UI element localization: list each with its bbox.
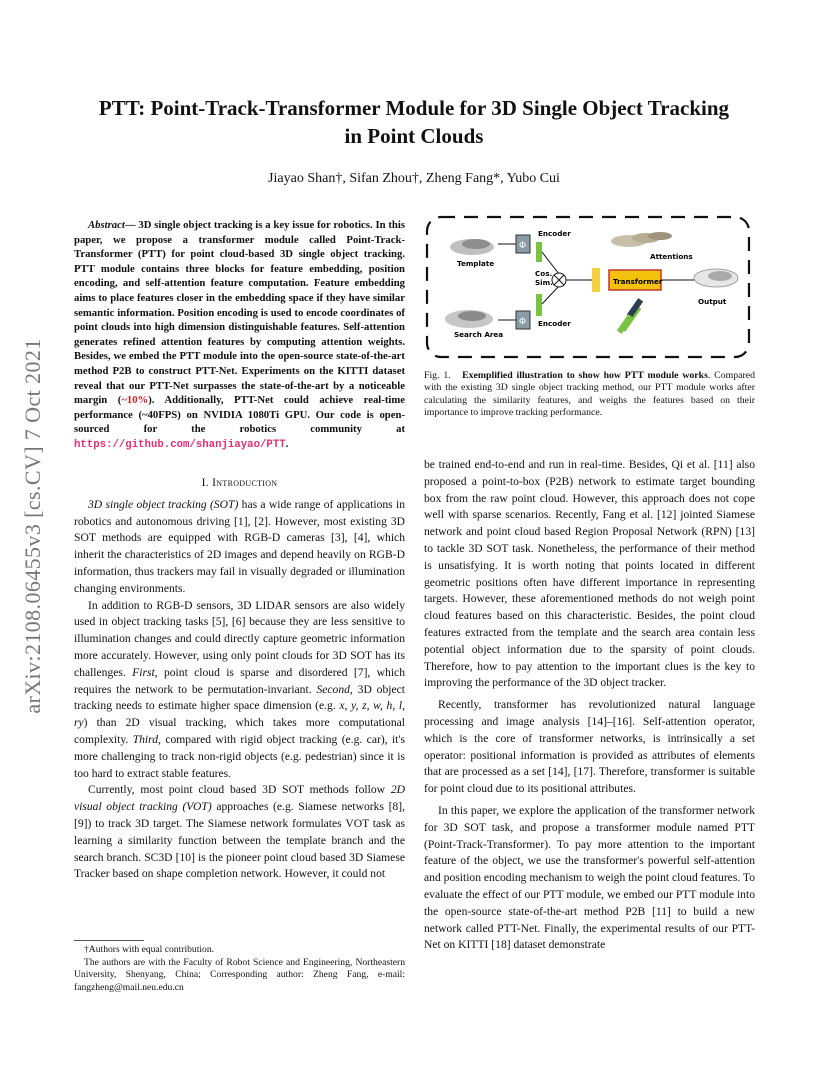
figure-caption <box>424 370 755 420</box>
encoder-bottom-label: Encoder <box>538 319 571 328</box>
intro-p2-d: ) than 2D visual tracking, which takes more computational complexity. <box>74 716 405 746</box>
intro-p2-third: Third <box>132 732 159 746</box>
intro-p2-a: In addition to RGB-D sensors, 3D LIDAR sensors are also widely used in object tracking tasks [5], [6] because they are less sensitive to illumination changes and could directly capture geometric information more accurately. However, using only point clouds for 3D SOT has its challenges. <box>74 598 405 679</box>
intro-paragraph-2 <box>74 598 405 783</box>
phi-symbol-top: Φ <box>519 241 527 251</box>
intro-right-column <box>424 457 755 954</box>
similarity-feature <box>592 268 600 292</box>
footnote-line-1: †Authors with equal contribution. <box>84 944 215 955</box>
author-list: Jiayao Shan†, Sifan Zhou†, Zheng Fang*, Yubo Cui <box>268 171 560 186</box>
intro-paragraph-3 <box>74 782 405 883</box>
footnote <box>74 944 405 994</box>
abstract <box>74 218 405 453</box>
intro-right-paragraph-2: Recently, transformer has revolutionized natural language processing and image analysis [14]–[16]. Self-attention operator, which is the core of transformer networks, is intrinsically a set operator: positional information is provided as attributes of elements that are processed as a set [14], [17]. Therefore, transformer is suitable for point cloud due to its positional attributes. <box>424 698 755 796</box>
transformer-label: Transformer <box>613 277 663 286</box>
caption-bold: Exemplified illustration to show how PTT module works <box>462 370 708 381</box>
arxiv-sidebar <box>18 296 48 756</box>
intro-right-paragraph-3: In this paper, we explore the application of the transformer network for 3D SOT task, and propose a transformer module named PTT (Point-Track-Transformer). To pay more attention to the important feature of the object, we use the transformer's powerful self-attention and position encoding mechanism to weigh the point cloud features. To evaluate the effect of our PTT module, we embed our PTT module into the open-source state-of-the-art method P2B [11] to build a new network called PTT-Net. Finally, the experimental results of our PTT-Net on KITTI [18] dataset demonstrate <box>424 803 755 952</box>
intro-right-paragraph-1: be trained end-to-end and run in real-time. Besides, Qi et al. [11] also proposed a point-to-box (P2B) network to estimate target bounding box from the raw point cloud. However, this approach does not cope well with sparse scenarios. Recently, Fang et al. [12] jointed Siamese network and point cloud based Region Proposal Network (RPN) [13] to tackle 3D SOT task. Nonetheless, the performance of their method is unsatisfying. It is worth noting that points located in different geometric positions often have different importance in representing targets. However, these aforementioned methods do not weigh point cloud features based on this characteristic. Besides, the point cloud features extracted from the template and the search area contain less potential object information due to the sparsity of point clouds. Therefore, how to pay attention to the important clues is the key to improving the performance of the 3D object tracker. <box>424 458 755 690</box>
paper-title <box>60 94 768 150</box>
encoder-top-label: Encoder <box>538 229 571 238</box>
footnote-line-2: The authors are with the Faculty of Robot Science and Engineering, Northeastern University, Shenyang, China; Corresponding author: Zheng Fang, e-mail: fangzheng@mail.neu.edu.cn <box>74 956 405 993</box>
intro-p2-c: , 3D object tracking needs to estimate higher space dimension (e.g. <box>74 682 405 713</box>
cos-label: Cos. <box>535 269 553 278</box>
intro-left-column <box>74 475 405 883</box>
figure-1 <box>424 214 755 364</box>
intro-p2-b: , point cloud is sparse and disordered [7], which requires the network to be permutation-invariant. <box>74 665 405 696</box>
abstract-label: Abstract <box>88 219 125 231</box>
footnote-rule <box>74 940 144 941</box>
intro-p2-second: Second <box>316 682 350 696</box>
search-feature <box>536 294 542 316</box>
abstract-text-2: ). Additionally, PTT-Net could achieve real-time performance (~40FPS) on NVIDIA 1080Ti GPU. Our code is open-sourced for the robotics community at <box>74 394 405 436</box>
sim-label: Sim. <box>535 278 553 287</box>
intro-p2-first: First <box>132 665 155 679</box>
search-area-pointcloud-icon <box>445 310 493 328</box>
title-line-2: in Point Clouds <box>344 124 484 148</box>
intro-paragraph-1 <box>74 497 405 598</box>
caption-rest: . Compared with the existing 3D single object tracking method, our PTT module works after calculating the similarity features, and weighs the features based on their importance to improve tracking performance. <box>424 370 755 419</box>
intro-p1-italic: 3D single object tracking (SOT) <box>88 497 239 511</box>
output-label: Output <box>698 297 727 306</box>
template-feature <box>536 242 542 262</box>
abstract-dash: — <box>124 219 136 231</box>
title-line-1: PTT: Point-Track-Transformer Module for 3D Single Object Tracking <box>98 96 730 120</box>
attentions-label: Attentions <box>650 252 693 261</box>
intro-p3-b: approaches (e.g. Siamese networks [8], [9]) to track 3D target. The Siamese network formulates VOT task as learning a similarity function between the template branch and the search branch. SC3D [10] is the pioneer point cloud based 3D Siamese Tracker based on shape completion network. However, it could not <box>74 800 405 881</box>
caption-label: Fig. 1. <box>424 370 451 381</box>
section-heading-introduction: I. Introduction <box>201 476 278 489</box>
template-pointcloud-icon <box>450 239 494 255</box>
template-label: Template <box>457 259 495 268</box>
phi-symbol-bottom: Φ <box>519 317 527 327</box>
intro-p3-a: Currently, most point cloud based 3D SOT methods follow <box>88 783 391 797</box>
intro-p3-italic: 2D visual object tracking (VOT) <box>74 783 405 814</box>
code-link[interactable]: https://github.com/shanjiayao/PTT <box>74 438 286 451</box>
arxiv-identifier: arXiv:2108.06455v3 [cs.CV] 7 Oct 2021 <box>20 338 45 714</box>
abstract-highlight: ~10% <box>121 394 149 407</box>
attention-pointclouds-icon <box>611 232 672 247</box>
output-pointcloud-icon <box>694 269 738 287</box>
ptt-diagram <box>424 214 755 364</box>
intro-p2-e: , compared with rigid object tracking (e.g. car), it's more challenging to track non-rigid objects (e.g. pedestrian) since it is too hard to extract stable features. <box>74 732 405 780</box>
abstract-text-3: . <box>285 437 289 450</box>
abstract-text-1: 3D single object tracking is a key issue for robotics. In this paper, we propose a transformer module called Point-Track-Transformer (PTT) for point cloud-based 3D single object tracking. PTT module contains three blocks for feature embedding, position encoding, and self-attention feature computation. Feature embedding aims to place features closer in the embedding space if they have similar semantic information. Position encoding is used to encode coordinates of point clouds into high dimension distinguishable features. Self-attention generates refined attention features by computing attention weights. Besides, we embed the PTT module into the open-source state-of-the-art method P2B to construct PTT-Net. Experiments on the KITTI dataset reveal that our PTT-Net surpasses the state-of-the-art by a noticeable margin ( <box>74 219 405 407</box>
search-area-label: Search Area <box>454 330 504 339</box>
intro-p2-math: x, y, z, w, h, l, ry <box>74 699 405 730</box>
intro-p1-rest: has a wide range of applications in robotics and autonomous driving [1], [2]. However, most existing 3D SOT methods are equipped with RGB-D cameras [3], [4], which inherit the characteristics of 2D images and depend heavily on RGB-D information, thus trackers may fail in visually degraded or illumination changing environments. <box>74 497 406 595</box>
